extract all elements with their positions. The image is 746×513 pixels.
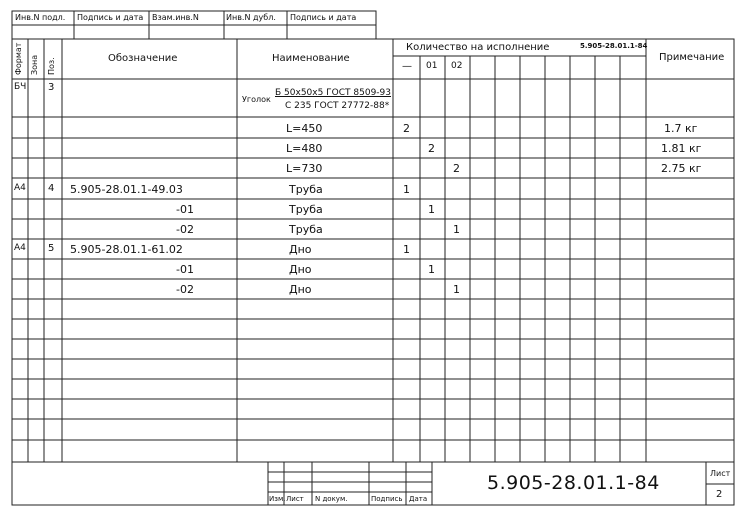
row5-designation: 5.905-28.01.1-49.03	[70, 183, 183, 196]
header-doc-code-small: 5.905-28.01.1-84	[580, 42, 648, 50]
sheet-label: Лист	[710, 469, 731, 478]
row4-qty-02: 2	[453, 162, 460, 175]
header-qty-col-02: 02	[451, 61, 463, 71]
row4-name: L=730	[286, 162, 323, 175]
header-zone: Зона	[30, 54, 39, 75]
row8-designation: 5.905-28.01.1-61.02	[70, 243, 183, 256]
row3-note: 1.81 кг	[661, 142, 702, 155]
stamp-inv-dubl: Инв.N дубл.	[226, 13, 276, 22]
row9-qty-01: 1	[428, 263, 435, 276]
tb-label-signature: Подпись	[371, 495, 403, 503]
row1-name-line2: С 235 ГОСТ 27772-88*	[285, 101, 390, 111]
row7-qty-02: 1	[453, 223, 460, 236]
row7-name: Труба	[289, 223, 323, 236]
row7-designation: -02	[176, 223, 194, 236]
row1-pos: 3	[48, 82, 55, 93]
sheet-number: 2	[716, 489, 723, 500]
row2-name: L=450	[286, 122, 323, 135]
stamp-signature-date-1: Подпись и дата	[77, 13, 144, 22]
stamp-inv-podl: Инв.N подл.	[15, 13, 66, 22]
row8-pos: 5	[48, 243, 55, 254]
tb-label-doc-number: N докум.	[315, 495, 348, 503]
row5-format: А4	[14, 183, 26, 193]
row10-designation: -02	[176, 283, 194, 296]
row3-name: L=480	[286, 142, 323, 155]
header-pos: Поз.	[47, 57, 56, 75]
row8-format: А4	[14, 243, 26, 253]
doc-number: 5.905-28.01.1-84	[487, 472, 660, 494]
header-name: Наименование	[272, 53, 350, 64]
row8-name: Дно	[289, 243, 312, 256]
row5-pos: 4	[48, 183, 55, 194]
header-format: Формат	[14, 42, 23, 75]
row2-note: 1.7 кг	[664, 122, 698, 135]
header-note: Примечание	[659, 52, 725, 63]
header-designation: Обозначение	[108, 53, 178, 64]
row10-name: Дно	[289, 283, 312, 296]
row1-name-line1: Б 50х50х5 ГОСТ 8509-93	[275, 88, 391, 98]
header-qty-col-01: 01	[426, 61, 438, 71]
row6-qty-01: 1	[428, 203, 435, 216]
row2-qty-base: 2	[403, 122, 410, 135]
tb-label-date: Дата	[409, 495, 428, 503]
tb-label-izm: Изм.	[269, 495, 286, 503]
row5-qty-base: 1	[403, 183, 410, 196]
row3-qty-01: 2	[428, 142, 435, 155]
header-qty-col-base: —	[402, 61, 412, 72]
header-qty-title: Количество на исполнение	[406, 42, 550, 53]
row1-format: БЧ	[14, 82, 27, 92]
row9-designation: -01	[176, 263, 194, 276]
row8-qty-base: 1	[403, 243, 410, 256]
stamp-vzam-inv: Взам.инв.N	[152, 13, 199, 22]
row10-qty-02: 1	[453, 283, 460, 296]
stamp-signature-date-2: Подпись и дата	[290, 13, 357, 22]
row6-name: Труба	[289, 203, 323, 216]
row6-designation: -01	[176, 203, 194, 216]
row1-name-prefix: Уголок	[242, 95, 271, 104]
row5-name: Труба	[289, 183, 323, 196]
row4-note: 2.75 кг	[661, 162, 702, 175]
tb-label-list: Лист	[286, 495, 304, 503]
row9-name: Дно	[289, 263, 312, 276]
